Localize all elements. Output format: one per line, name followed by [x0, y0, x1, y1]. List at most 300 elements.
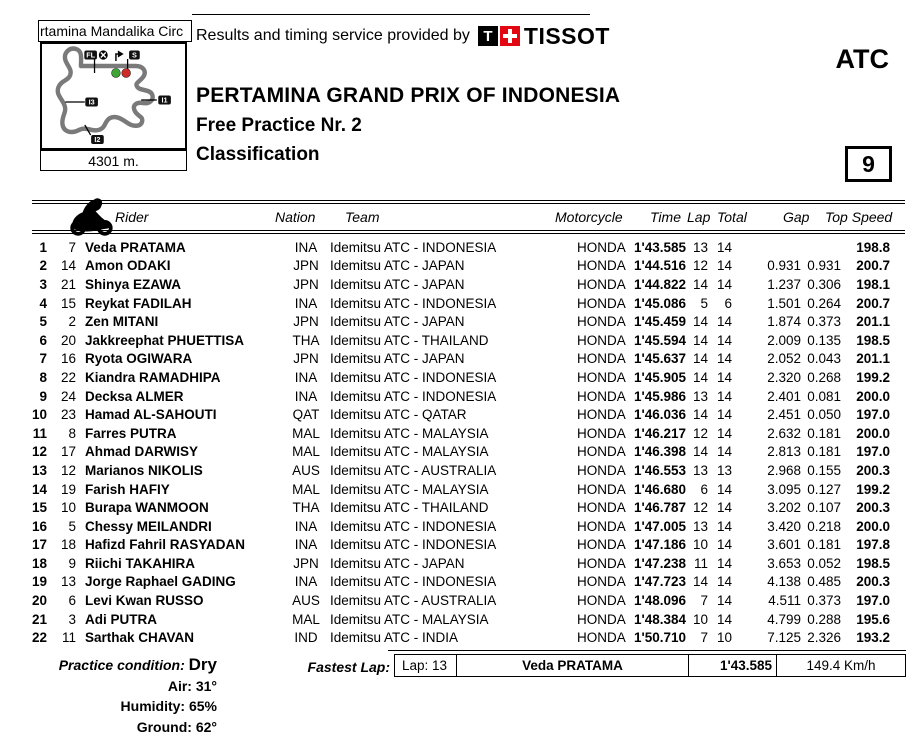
- cell-team: Idemitsu ATC - THAILAND: [330, 332, 489, 348]
- humidity: Humidity: 65%: [120, 698, 217, 714]
- table-row: [32, 536, 905, 555]
- practice-condition-line: [32, 655, 217, 676]
- cell-gap2: 0.050: [807, 407, 841, 423]
- cell-gap1: 3.601: [767, 537, 801, 553]
- table-row: [32, 480, 905, 499]
- cell-lap: 14: [692, 351, 708, 367]
- cell-gap2: 0.135: [807, 332, 841, 348]
- cell-time: 1'47.005: [633, 518, 686, 534]
- cell-nation: INA: [294, 239, 318, 255]
- cell-time: 1'47.723: [633, 574, 686, 590]
- cell-time: 1'46.217: [633, 425, 686, 441]
- cell-nation: QAT: [292, 407, 320, 423]
- table-row: [32, 591, 905, 610]
- cell-pos: 20: [32, 593, 48, 609]
- cell-total: 14: [716, 593, 732, 609]
- cell-pos: 1: [39, 239, 47, 255]
- track-length-box: [40, 150, 187, 171]
- cell-lap: 10: [692, 611, 708, 627]
- cell-rider: Sarthak CHAVAN: [85, 630, 195, 646]
- cell-time: 1'44.516: [633, 258, 686, 274]
- cell-num: 8: [68, 425, 76, 441]
- cell-total: 14: [716, 500, 732, 516]
- fastest-lap-number: Lap: 13: [395, 655, 457, 676]
- fastest-lap-speed: 149.4 Km/h: [806, 658, 876, 673]
- cell-lap: 7: [700, 630, 708, 646]
- cell-speed: 201.1: [856, 351, 890, 367]
- cell-moto: HONDA: [577, 239, 626, 255]
- track-length: 4301 m.: [88, 152, 139, 169]
- cell-speed: 198.8: [856, 239, 890, 255]
- cell-time: 1'46.553: [633, 462, 686, 478]
- cell-time: 1'45.459: [633, 314, 686, 330]
- cell-pos: 16: [32, 518, 48, 534]
- cell-time: 1'48.096: [633, 593, 686, 609]
- cell-rider: Ryota OGIWARA: [85, 351, 193, 367]
- cell-lap: 12: [692, 500, 708, 516]
- cell-lap: 12: [692, 258, 708, 274]
- cell-gap2: 0.181: [807, 425, 841, 441]
- track-map-svg: [42, 44, 185, 148]
- cell-team: Idemitsu ATC - MALAYSIA: [330, 481, 489, 497]
- cell-lap: 14: [692, 407, 708, 423]
- cell-team: Idemitsu ATC - INDONESIA: [330, 518, 497, 534]
- cell-moto: HONDA: [577, 258, 626, 274]
- cell-rider: Jorge Raphael GADING: [85, 574, 236, 590]
- cell-nation: INA: [294, 537, 318, 553]
- table-row: [32, 443, 905, 462]
- cell-pos: 18: [32, 555, 48, 571]
- page-number: 9: [862, 150, 875, 177]
- table-row: [32, 498, 905, 517]
- cell-pos: 9: [39, 388, 47, 404]
- cell-rider: Jakkreephat PHUETTISA: [85, 332, 245, 348]
- cell-team: Idemitsu ATC - INDONESIA: [330, 388, 497, 404]
- cell-num: 15: [60, 295, 76, 311]
- cell-speed: 195.6: [856, 611, 890, 627]
- table-row: [32, 368, 905, 387]
- cell-time: 1'48.384: [633, 611, 686, 627]
- cell-gap1: 4.138: [767, 574, 801, 590]
- cell-nation: JPN: [293, 351, 319, 367]
- cell-num: 10: [60, 500, 76, 516]
- cell-time: 1'45.637: [633, 351, 686, 367]
- cell-speed: 193.2: [856, 630, 890, 646]
- cell-rider: Adi PUTRA: [85, 611, 157, 627]
- cell-num: 9: [68, 555, 76, 571]
- cell-num: 18: [60, 537, 76, 553]
- cell-rider: Ahmad DARWISY: [85, 444, 199, 460]
- col-header-team: Team: [345, 209, 380, 225]
- cell-gap1: 2.968: [767, 462, 801, 478]
- cell-moto: HONDA: [577, 630, 626, 646]
- cell-rider: Shinya EZAWA: [85, 276, 182, 292]
- cell-total: 14: [716, 351, 732, 367]
- cell-time: 1'46.036: [633, 407, 686, 423]
- table-row: [32, 257, 905, 276]
- cell-num: 16: [60, 351, 76, 367]
- marker-s: S: [131, 50, 137, 60]
- cell-team: Idemitsu ATC - INDONESIA: [330, 574, 497, 590]
- cell-total: 14: [716, 425, 732, 441]
- cell-time: 1'44.822: [633, 276, 686, 292]
- cell-nation: INA: [294, 369, 318, 385]
- cell-team: Idemitsu ATC - JAPAN: [330, 276, 465, 292]
- cell-gap1: 2.451: [767, 407, 801, 423]
- cell-num: 11: [61, 630, 76, 646]
- cell-gap1: 7.125: [767, 630, 801, 646]
- cell-gap2: 0.373: [807, 314, 841, 330]
- cell-speed: 198.1: [856, 276, 890, 292]
- practice-condition-label: Practice condition:: [58, 657, 185, 673]
- cell-rider: Reykat FADILAH: [85, 295, 192, 311]
- cell-total: 14: [716, 332, 732, 348]
- cell-gap2: 0.373: [807, 593, 841, 609]
- cell-gap2: 0.127: [807, 481, 841, 497]
- cell-nation: INA: [294, 295, 318, 311]
- cell-team: Idemitsu ATC - INDONESIA: [330, 369, 497, 385]
- cell-pos: 3: [39, 276, 47, 292]
- cell-pos: 10: [32, 407, 48, 423]
- cell-gap2: 0.268: [807, 369, 841, 385]
- cell-nation: INA: [294, 388, 318, 404]
- cell-team: Idemitsu ATC - AUSTRALIA: [330, 593, 497, 609]
- cell-rider: Veda PRATAMA: [85, 239, 186, 255]
- cell-rider: Hafizd Fahril RASYADAN: [85, 537, 246, 553]
- cell-total: 14: [716, 611, 732, 627]
- cell-nation: MAL: [292, 444, 320, 460]
- cell-rider: Kiandra RAMADHIPA: [85, 369, 221, 385]
- cell-nation: AUS: [292, 593, 320, 609]
- cell-gap2: 0.181: [807, 537, 841, 553]
- col-header-lap: Lap: [687, 209, 711, 225]
- tissot-logo: [478, 23, 610, 50]
- cell-nation: JPN: [293, 258, 319, 274]
- marker-i3: I3: [88, 97, 95, 107]
- cell-gap1: 4.511: [768, 593, 801, 609]
- cell-speed: 200.3: [856, 500, 890, 516]
- practice-condition-value: Dry: [188, 655, 217, 674]
- cell-gap2: 0.155: [807, 462, 841, 478]
- cell-rider: Farish HAFIY: [85, 481, 170, 497]
- cell-lap: 14: [692, 444, 708, 460]
- cell-pos: 21: [32, 611, 48, 627]
- cell-gap1: 0.931: [767, 258, 801, 274]
- ground-temperature: Ground: 62°: [136, 718, 217, 735]
- cell-gap2: 2.326: [807, 630, 841, 646]
- cell-moto: HONDA: [577, 351, 626, 367]
- table-row: [32, 294, 905, 313]
- table-row: [32, 312, 905, 331]
- cell-nation: IND: [294, 630, 318, 646]
- cell-gap1: 3.420: [767, 518, 801, 534]
- cell-total: 10: [716, 630, 732, 646]
- cell-gap1: 1.874: [767, 314, 801, 330]
- cell-num: 24: [60, 388, 76, 404]
- cell-speed: 198.5: [856, 555, 890, 571]
- direction-arrow: [116, 54, 118, 61]
- session-title: Free Practice Nr. 2: [196, 115, 362, 136]
- cell-gap1: 2.813: [767, 444, 801, 460]
- cell-total: 14: [716, 407, 732, 423]
- table-row: [32, 424, 905, 443]
- cell-nation: AUS: [292, 462, 320, 478]
- cell-rider: Decksa ALMER: [85, 388, 184, 404]
- cell-gap2: 0.081: [807, 388, 841, 404]
- practice-conditions: [32, 655, 217, 737]
- col-header-total: Total: [717, 209, 747, 225]
- cell-lap: 7: [700, 593, 708, 609]
- cell-num: 2: [68, 314, 76, 330]
- cell-rider: Burapa WANMOON: [85, 500, 209, 516]
- fastest-lap-rider: Veda PRATAMA: [457, 655, 689, 676]
- cell-gap2: 0.288: [807, 611, 841, 627]
- cell-time: 1'47.238: [633, 555, 686, 571]
- cell-pos: 7: [39, 351, 47, 367]
- cell-team: Idemitsu ATC - THAILAND: [330, 500, 489, 516]
- table-row: [32, 554, 905, 573]
- cell-num: 20: [60, 332, 76, 348]
- cell-speed: 200.0: [856, 518, 890, 534]
- cell-lap: 13: [692, 462, 708, 478]
- cell-speed: 200.7: [856, 258, 890, 274]
- service-line: [196, 24, 610, 48]
- cell-moto: HONDA: [577, 555, 626, 571]
- cell-speed: 200.3: [856, 462, 890, 478]
- cell-gap2: 0.181: [807, 444, 841, 460]
- swiss-cross-icon: [500, 26, 520, 46]
- cell-moto: HONDA: [577, 462, 626, 478]
- cell-nation: THA: [292, 332, 320, 348]
- col-header-rider: Rider: [115, 209, 149, 225]
- cell-pos: 11: [32, 425, 47, 441]
- cell-gap2: 0.218: [807, 518, 841, 534]
- cell-nation: MAL: [292, 481, 320, 497]
- cell-moto: HONDA: [577, 388, 626, 404]
- cell-total: 14: [716, 537, 732, 553]
- cell-gap2: 0.485: [807, 574, 841, 590]
- cell-moto: HONDA: [577, 537, 626, 553]
- cell-time: 1'46.680: [633, 481, 686, 497]
- cell-total: 14: [716, 518, 732, 534]
- cell-nation: INA: [294, 574, 318, 590]
- cell-lap: 13: [692, 388, 708, 404]
- cell-speed: 200.0: [856, 388, 890, 404]
- table-row: [32, 628, 905, 647]
- cell-time: 1'45.905: [633, 369, 686, 385]
- cell-nation: JPN: [293, 276, 319, 292]
- cell-lap: 13: [692, 239, 708, 255]
- cell-time: 1'46.787: [633, 500, 686, 516]
- cell-total: 14: [716, 239, 732, 255]
- cell-gap1: 3.202: [767, 500, 801, 516]
- cell-time: 1'45.086: [633, 295, 686, 311]
- cell-speed: 200.7: [856, 295, 890, 311]
- event-title: PERTAMINA GRAND PRIX OF INDONESIA: [196, 84, 621, 107]
- cell-pos: 4: [39, 295, 47, 311]
- cell-total: 14: [716, 258, 732, 274]
- page-title: Classification: [196, 144, 320, 165]
- col-header-gap: Gap: [783, 209, 810, 225]
- cell-speed: 197.0: [856, 593, 890, 609]
- air-temperature: Air: 31°: [167, 677, 217, 694]
- table-row: [32, 238, 905, 257]
- cell-total: 14: [716, 388, 732, 404]
- marker-i2: I2: [94, 135, 101, 145]
- cell-gap2: 0.264: [807, 295, 841, 311]
- col-header-top-speed: Top Speed: [825, 209, 893, 225]
- cell-nation: JPN: [293, 555, 319, 571]
- cell-time: 1'45.594: [633, 332, 686, 348]
- tissot-t-icon: T: [478, 26, 498, 46]
- cell-team: Idemitsu ATC - INDONESIA: [330, 295, 497, 311]
- cell-gap1: 2.401: [767, 388, 801, 404]
- cell-pos: 6: [39, 332, 47, 348]
- cell-moto: HONDA: [577, 500, 626, 516]
- cell-lap: 14: [692, 276, 708, 292]
- table-row: [32, 573, 905, 592]
- cell-num: 17: [60, 444, 76, 460]
- green-light-dot: [112, 69, 121, 78]
- cell-gap1: 4.799: [767, 611, 801, 627]
- cell-lap: 13: [692, 518, 708, 534]
- cell-time: 1'46.398: [633, 444, 686, 460]
- table-row: [32, 350, 905, 369]
- cell-gap2: 0.306: [807, 276, 841, 292]
- cell-gap1: 2.320: [767, 369, 801, 385]
- cell-gap1: 2.052: [767, 351, 801, 367]
- cell-pos: 17: [32, 537, 48, 553]
- cell-moto: HONDA: [577, 425, 626, 441]
- table-row: [32, 387, 905, 406]
- cell-rider: Farres PUTRA: [85, 425, 177, 441]
- tissot-wordmark: TISSOT: [523, 22, 610, 49]
- cell-time: 1'43.585: [633, 239, 686, 255]
- cell-moto: HONDA: [577, 574, 626, 590]
- circuit-name: rtamina Mandalika Circ: [40, 23, 184, 39]
- cell-moto: HONDA: [577, 611, 626, 627]
- cell-num: 7: [68, 239, 76, 255]
- track-map: [40, 42, 187, 150]
- cell-nation: MAL: [292, 425, 320, 441]
- table-row: [32, 610, 905, 629]
- cell-time: 1'50.710: [633, 630, 686, 646]
- cell-nation: INA: [294, 518, 318, 534]
- cell-time: 1'47.186: [633, 537, 686, 553]
- cell-nation: THA: [292, 500, 320, 516]
- cell-total: 14: [716, 481, 732, 497]
- cell-team: Idemitsu ATC - MALAYSIA: [330, 444, 489, 460]
- cell-moto: HONDA: [577, 369, 626, 385]
- cell-team: Idemitsu ATC - JAPAN: [330, 314, 465, 330]
- cell-rider: Hamad AL-SAHOUTI: [85, 407, 217, 423]
- cell-speed: 197.0: [856, 444, 890, 460]
- results-table-body: [32, 234, 905, 647]
- cell-num: 12: [60, 462, 76, 478]
- cell-time: 1'45.986: [633, 388, 686, 404]
- cell-gap1: 2.009: [767, 332, 801, 348]
- cell-lap: 14: [692, 314, 708, 330]
- cell-lap: 11: [693, 555, 708, 571]
- cell-total: 14: [716, 276, 732, 292]
- cell-speed: 200.3: [856, 574, 890, 590]
- cell-pos: 13: [32, 462, 48, 478]
- cell-num: 3: [68, 611, 76, 627]
- cell-team: Idemitsu ATC - MALAYSIA: [330, 611, 489, 627]
- category-label: ATC: [835, 44, 889, 74]
- motorcycle-rider-icon: [68, 192, 114, 238]
- cell-rider: Levi Kwan RUSSO: [85, 593, 204, 609]
- cell-speed: 197.8: [856, 537, 890, 553]
- header-rule: [192, 14, 590, 15]
- cell-team: Idemitsu ATC - INDONESIA: [330, 537, 497, 553]
- results-table: [32, 200, 905, 647]
- fastest-lap-time: 1'43.585: [689, 655, 777, 676]
- table-row: [32, 331, 905, 350]
- cell-pos: 15: [32, 500, 48, 516]
- cell-gap1: 3.095: [767, 481, 801, 497]
- cell-team: Idemitsu ATC - JAPAN: [330, 555, 465, 571]
- cell-speed: 198.5: [856, 332, 890, 348]
- cell-team: Idemitsu ATC - MALAYSIA: [330, 425, 489, 441]
- cell-team: Idemitsu ATC - INDIA: [330, 630, 459, 646]
- cell-pos: 2: [39, 258, 47, 274]
- cell-moto: HONDA: [577, 444, 626, 460]
- cell-rider: Marianos NIKOLIS: [85, 462, 203, 478]
- cell-team: Idemitsu ATC - JAPAN: [330, 258, 465, 274]
- cell-speed: 200.0: [856, 425, 890, 441]
- cell-nation: JPN: [293, 314, 319, 330]
- cell-gap1: 3.653: [767, 555, 801, 571]
- table-row: [32, 517, 905, 536]
- cell-moto: HONDA: [577, 295, 626, 311]
- cell-gap2: 0.107: [807, 500, 841, 516]
- cell-speed: 197.0: [856, 407, 890, 423]
- cell-lap: 14: [692, 369, 708, 385]
- cell-num: 23: [60, 407, 76, 423]
- cell-rider: Zen MITANI: [85, 314, 159, 330]
- cell-gap1: 2.632: [767, 425, 801, 441]
- cell-lap: 10: [692, 537, 708, 553]
- cell-moto: HONDA: [577, 314, 626, 330]
- cell-nation: MAL: [292, 611, 320, 627]
- page-number-box: [845, 146, 892, 182]
- cell-lap: 6: [700, 481, 708, 497]
- cell-total: 14: [716, 555, 732, 571]
- cell-num: 5: [68, 518, 76, 534]
- cell-total: 14: [716, 574, 732, 590]
- cell-pos: 22: [32, 630, 48, 646]
- track-outline: [58, 49, 153, 132]
- fastest-lap-label: Fastest Lap:: [307, 659, 390, 675]
- cell-speed: 199.2: [856, 481, 890, 497]
- table-row: [32, 461, 905, 480]
- cell-rider: Chessy MEILANDRI: [85, 518, 212, 534]
- cell-pos: 5: [39, 314, 47, 330]
- circuit-name-box: [38, 20, 192, 42]
- cell-moto: HONDA: [577, 407, 626, 423]
- fastest-lap-top-rule: [388, 650, 906, 651]
- cell-pos: 12: [32, 444, 48, 460]
- table-row: [32, 275, 905, 294]
- cell-team: Idemitsu ATC - AUSTRALIA: [330, 462, 497, 478]
- red-light-dot: [122, 69, 131, 78]
- cell-rider: Amon ODAKI: [85, 258, 171, 274]
- cell-num: 22: [60, 369, 76, 385]
- marker-i1: I1: [161, 95, 168, 105]
- cell-total: 14: [716, 444, 732, 460]
- cell-num: 6: [68, 593, 76, 609]
